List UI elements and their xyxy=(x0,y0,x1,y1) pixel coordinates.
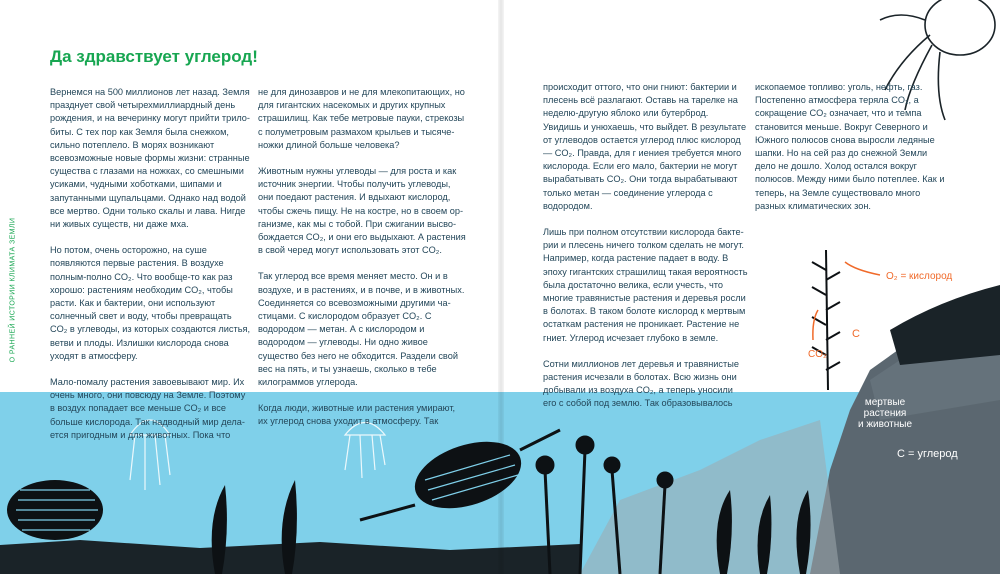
text-column-3 xyxy=(543,81,748,424)
millipede xyxy=(890,285,1000,365)
trilobite-left xyxy=(7,480,103,540)
oxygen-label: O₂ = кислород xyxy=(886,271,953,282)
paragraph: Но потом, очень осторожно, на суше появляются первые растения. В воздухе полным-полно CO₂. Что вообще-то как раз хорошо: растениям необходим CO₂, чтобы расти. Как и бактерии, они используют солнечный свет и воду, чтобы превращать CO₂ в углеводы, из которых создаются листья, ветви и плоды. Излишки кислорода снова уходят в атмосферу. xyxy=(50,245,251,361)
paragraph: Вернемся на 500 миллионов лет назад. Земля празднует свой четырехмиллиардный день рождения, и на вечеринку могут прийти трилобиты. С тех пор как Земля была снежком, сильно потеплело. В морях возникают всевозможные новые формы жизни: странные существа с глазами на ножках, со смешными усиками, чудными хоботками, шипами и запутанными щупальцами. Однако над водой все мертво. Одни только скалы и лава. Нигде ни живых существ, ни даже мха. xyxy=(50,87,250,230)
text-column-1 xyxy=(50,86,250,455)
trilobite-center xyxy=(360,429,560,520)
page-gutter xyxy=(498,0,504,574)
paragraph: Сотни миллионов лет деревья и травянистые растения исчезали в болотах. Всю жизнь они добывали из воздуха CO₂, а теперь уносили его с собой под землю. Так образовывалось xyxy=(543,358,739,409)
paragraph: Животным нужны углеводы — для роста и как источник энергии. Чтобы получить углеводы, они поедают растения. И вдыхают кислород, чтобы сжечь пищу. Не на костре, но в своем организме, как мы с тобой. При сжигании высвобождается CO₂, и они его выдыхают. А растения в свой черед могут использовать этот CO₂. xyxy=(258,166,466,256)
page-title: Да здравствует углерод! xyxy=(50,47,258,66)
land-plant xyxy=(812,250,840,390)
chapter-sidebar xyxy=(2,195,24,385)
paragraph: Лишь при полном отсутствии кислорода бактерии и плесень ничего толком сделать не могут. Например, когда растение падает в воду. В эпоху гигантских страшилищ такая вероятность была достаточно велика, если учесть, что многие травянистые растения и деревья росли в болотах. В таком болоте кислород к мертвым остаткам растения не проникает. Растение не гниет. Углерод исчезает глубоко в земле. xyxy=(543,227,748,343)
paragraph: не для динозавров и не для млекопитающих, но для гигантских насекомых и других крупных страшилищ. Как тебе метровые пауки, стрекозы с полуметровым размахом крыльев и тысяченожки длиной больше человека? xyxy=(258,87,465,150)
dead-label-line: растения xyxy=(863,408,907,419)
co2-label: CO₂ xyxy=(808,349,827,360)
text-column-2 xyxy=(258,86,466,442)
dead-label-line: и животные xyxy=(858,419,913,430)
carbon-symbol-label: C xyxy=(852,328,860,340)
chapter-label: О РАННЕЙ ИСТОРИИ КЛИМАТА ЗЕМЛИ xyxy=(9,217,17,363)
text-column-4 xyxy=(755,81,950,226)
dead-label-line: мертвые xyxy=(864,397,906,408)
paragraph: Когда люди, животные или растения умирают, их углерод снова уходит в атмосферу. Так xyxy=(258,403,456,427)
paragraph: Мало-помалу растения завоевывают мир. Их очень много, они повсюду на Земле. Поэтому в воздух попадает все меньше CO₂ и все больше кислорода. Так надводный мир делается пригодным и для животных. Пока что xyxy=(50,377,246,440)
paragraph: происходит оттого, что они гниют: бактерии и плесень всё разлагают. Оставь на тарелке на неделю-другую яблоко или бутерброд. Увидишь и унюхаешь, что выйдет. В результате от углеводов остается углерод плюс кислород — CO₂. Правда, для г иениея требуется много кислорода. Если его мало, бактерии не могут вырабатывать CO₂. Они тогда вырабатывают только метан — соединение углерода с водородом. xyxy=(543,82,747,211)
paragraph: Так углерод все время меняет место. Он и в воздухе, и в растениях, и в почве, и в животных. Соединяется со всевозможными другими частицами. С кислородом образует CO₂. С водородом — метан. А с кислородом и водородом — углеводы. Ни одно живое существо без него не обходится. Раздели свой вес на пять, и ты узнаешь, сколько в тебе килограммов углерода. xyxy=(258,271,465,388)
carbon-legend-label: C = углерод xyxy=(897,448,958,460)
dead-organisms-label xyxy=(858,397,912,430)
cycle-arrows xyxy=(813,262,880,340)
paragraph: ископаемое топливо: уголь, нефть, газ. Постепенно атмосфера теряла CO₂, а сокращение CO₂ означает, что и темпа становится меньше. Вокруг Северного и Южного полюсов снова выросли ледяные шапки. Но на сей раз до снежной Земли дело не дошло. Холод остался вокруг полюсов. Между ними было потеплее. Как и теперь, на Земле существовало много разных климатических зон. xyxy=(755,82,945,211)
